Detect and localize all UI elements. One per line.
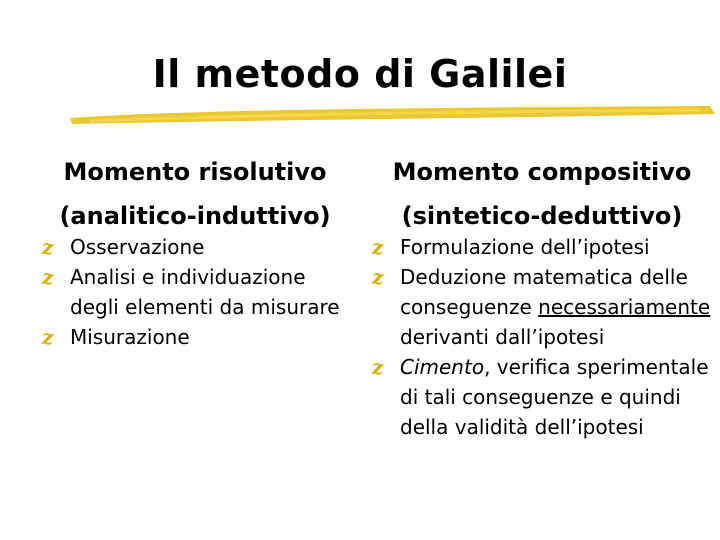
right-bullet-list	[372, 232, 712, 442]
list-item-text: Misurazione	[70, 325, 190, 349]
right-heading-line1: Momento compositivo	[392, 158, 692, 186]
list-item	[372, 232, 712, 262]
list-item	[42, 232, 342, 262]
left-bullet-list	[42, 232, 342, 352]
bullet-icon: z	[372, 355, 384, 379]
right-column-heading	[372, 150, 712, 238]
bullet-icon: z	[42, 265, 54, 289]
list-item	[42, 322, 342, 352]
bullet-icon: z	[372, 235, 384, 259]
underlined-word: necessariamente	[538, 295, 711, 319]
italic-word: Cimento	[400, 355, 485, 379]
list-item-text: Formulazione dell’ipotesi	[400, 235, 650, 259]
bullet-icon: z	[42, 235, 54, 259]
list-item-text: Osservazione	[70, 235, 205, 259]
left-column-heading	[40, 150, 350, 238]
left-heading-line2: (analitico-induttivo)	[59, 202, 331, 230]
left-heading-line1: Momento risolutivo	[63, 158, 327, 186]
list-item-text-b: derivanti dall’ipotesi	[400, 325, 605, 349]
list-item-text: , verifica sperimentale di tali conseguenze e quindi della validità dell’ipotesi	[400, 355, 709, 439]
bullet-icon: z	[42, 325, 54, 349]
list-item	[372, 262, 712, 352]
title-underline-decoration	[70, 100, 720, 130]
list-item-text: Analisi e individuazione degli elementi da misurare	[70, 265, 340, 319]
list-item	[42, 262, 342, 322]
slide-title: Il metodo di Galilei	[152, 52, 568, 96]
list-item-text-a: Deduzione matematica delle conseguenze	[400, 265, 688, 319]
list-item	[372, 352, 712, 442]
bullet-icon: z	[372, 265, 384, 289]
right-heading-line2: (sintetico-deduttivo)	[401, 202, 683, 230]
